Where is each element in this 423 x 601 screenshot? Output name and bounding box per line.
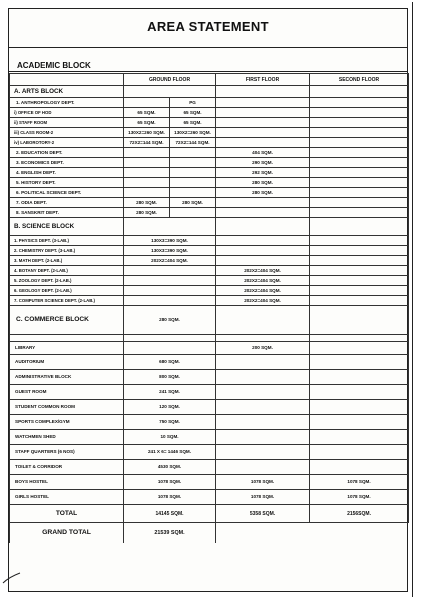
second-floor-value xyxy=(310,208,409,218)
title-divider xyxy=(9,47,407,48)
table-cell xyxy=(216,306,310,335)
section-divider xyxy=(9,71,407,72)
ground-floor-value: 130X3=390 SQM. xyxy=(124,236,216,246)
page-right-edge xyxy=(412,2,413,597)
row-label: BOYS HOSTEL xyxy=(10,475,124,490)
total-row xyxy=(10,505,409,523)
total-first-floor: 5358 SQM. xyxy=(216,505,310,523)
ug-value: 65 SQM. xyxy=(124,108,170,118)
table-row xyxy=(10,208,409,218)
pen-mark-icon xyxy=(2,571,22,585)
ground-floor-value: 1078 SQM. xyxy=(124,490,216,505)
second-floor-value xyxy=(310,276,409,286)
table-row xyxy=(10,148,409,158)
ground-floor-value xyxy=(124,148,170,158)
second-floor-value xyxy=(310,246,409,256)
ground-floor-value-2 xyxy=(170,168,216,178)
table-cell xyxy=(216,138,310,148)
table-row xyxy=(10,400,409,415)
ground-floor-value: 750 SQM. xyxy=(124,415,216,430)
table-row xyxy=(10,385,409,400)
ground-floor-value-2 xyxy=(170,208,216,218)
second-floor-value xyxy=(310,296,409,306)
second-floor-value xyxy=(310,385,409,400)
row-label: iv) LABOROTORY-2 xyxy=(10,138,124,148)
table-cell xyxy=(216,218,310,236)
row-label: GIRLS HOSTEL xyxy=(10,490,124,505)
table-cell xyxy=(310,218,409,236)
second-floor-value xyxy=(310,188,409,198)
row-label: 6. POLITICAL SCIENCE DEPT. xyxy=(10,188,124,198)
table-row xyxy=(10,218,409,236)
table-row xyxy=(10,128,409,138)
ground-floor-value: 4530 SQM. xyxy=(124,460,216,475)
first-floor-value: 202X2=404 SQM. xyxy=(216,296,310,306)
second-floor-value xyxy=(310,286,409,296)
second-floor-value: 1078 SQM. xyxy=(310,490,409,505)
first-floor-value xyxy=(216,385,310,400)
row-label: 7. ODIA DEPT. xyxy=(10,198,124,208)
total-ground-floor: 14145 SQM. xyxy=(124,505,216,523)
section-heading: ACADEMIC BLOCK xyxy=(17,61,91,70)
table-cell xyxy=(310,138,409,148)
table-row xyxy=(10,286,409,296)
table-row xyxy=(10,178,409,188)
area-statement-sheet xyxy=(8,8,408,592)
table-row xyxy=(10,475,409,490)
table-cell xyxy=(310,523,409,544)
table-row xyxy=(10,445,409,460)
table-row xyxy=(10,108,409,118)
grand-total-value: 21539 SQM. xyxy=(124,523,216,544)
grand-total-label: GRAND TOTAL xyxy=(10,523,124,544)
first-floor-value: 1078 SQM. xyxy=(216,475,310,490)
ground-floor-value: 800 SQM. xyxy=(124,370,216,385)
table-cell xyxy=(124,218,216,236)
header-ground-floor: GROUND FLOOR xyxy=(124,74,216,86)
ground-floor-value: 10 SQM. xyxy=(124,430,216,445)
table-row xyxy=(10,370,409,385)
second-floor-value xyxy=(310,256,409,266)
ground-floor-value: 1078 SQM. xyxy=(124,475,216,490)
row-label: 2. EDUCATION DEPT. xyxy=(10,148,124,158)
table-cell xyxy=(216,523,310,544)
first-floor-value xyxy=(216,246,310,256)
ground-floor-value-2 xyxy=(170,148,216,158)
row-label: 5. ZOOLOGY DEPT. (2-LAB.) xyxy=(10,276,124,286)
ug-value: 65 SQM. xyxy=(124,118,170,128)
row-label: 5. HISTORY DEPT. xyxy=(10,178,124,188)
ground-floor-value xyxy=(124,296,216,306)
table-row xyxy=(10,430,409,445)
row-label: 3. ECONOMICS DEPT. xyxy=(10,158,124,168)
table-row xyxy=(10,460,409,475)
ground-floor-value: 241 SQM. xyxy=(124,385,216,400)
grand-total-row xyxy=(10,523,409,544)
row-label: 6. GEOLOGY DEPT. (2-LAB.) xyxy=(10,286,124,296)
ug-value: 130X2=260 SQM. xyxy=(124,128,170,138)
commerce-block-heading: C. COMMERCE BLOCK xyxy=(10,306,124,335)
first-floor-value: 202X2=404 SQM. xyxy=(216,266,310,276)
table-header-row xyxy=(10,74,409,86)
second-floor-value xyxy=(310,355,409,370)
second-floor-value xyxy=(310,158,409,168)
row-label: SPORTS COMPLEX/GYM xyxy=(10,415,124,430)
ground-floor-value xyxy=(124,266,216,276)
table-row xyxy=(10,415,409,430)
first-floor-value xyxy=(216,208,310,218)
row-label: iii) CLASS ROOM-2 xyxy=(10,128,124,138)
ground-floor-value: 680 SQM. xyxy=(124,355,216,370)
first-floor-value xyxy=(216,430,310,445)
ground-floor-value-2 xyxy=(170,178,216,188)
table-cell xyxy=(124,86,216,98)
ground-floor-value: 202X2=404 SQM. xyxy=(124,256,216,266)
second-floor-value xyxy=(310,148,409,158)
row-label: 1. ANTHROPOLOGY DEPT. xyxy=(10,98,124,108)
row-label: 1. PHYSICS DEPT. (3-LAB.) xyxy=(10,236,124,246)
row-label: TOILET & CORRIDOR xyxy=(10,460,124,475)
second-floor-value xyxy=(310,178,409,188)
ground-floor-value xyxy=(124,158,170,168)
ground-floor-value: 241 X 6= 1446 SQM. xyxy=(124,445,216,460)
table-row xyxy=(10,266,409,276)
first-floor-value xyxy=(216,236,310,246)
ground-floor-value-2: 280 SQM. xyxy=(170,198,216,208)
row-label: i) OFFICE OF HOD xyxy=(10,108,124,118)
total-second-floor: 2156SQM. xyxy=(310,505,409,523)
table-cell xyxy=(10,335,124,342)
row-label: 8. SANSKRIT DEPT. xyxy=(10,208,124,218)
first-floor-value: 200 SQM. xyxy=(216,342,310,355)
second-floor-value xyxy=(310,198,409,208)
total-label: TOTAL xyxy=(10,505,124,523)
second-floor-value xyxy=(310,460,409,475)
first-floor-value: 202X2=404 SQM. xyxy=(216,276,310,286)
area-table xyxy=(9,73,409,543)
second-floor-value xyxy=(310,266,409,276)
pg-value: 72X2=144 SQM. xyxy=(170,138,216,148)
table-cell xyxy=(310,108,409,118)
table-cell xyxy=(310,335,409,342)
table-cell xyxy=(216,86,310,98)
arts-block-heading: A. ARTS BLOCK xyxy=(10,86,124,98)
first-floor-value xyxy=(216,400,310,415)
table-row xyxy=(10,86,409,98)
pg-value: 65 SQM. xyxy=(170,108,216,118)
ground-floor-value: 280 SQM. xyxy=(124,208,170,218)
first-floor-value: 290 SQM. xyxy=(216,158,310,168)
table-row xyxy=(10,188,409,198)
table-cell xyxy=(310,98,409,108)
pg-label: PG xyxy=(170,98,216,108)
first-floor-value: 280 SQM. xyxy=(216,178,310,188)
row-label: ii) STAFF ROOM xyxy=(10,118,124,128)
ug-value: 72X2=144 SQM. xyxy=(124,138,170,148)
ground-floor-value-2 xyxy=(170,158,216,168)
table-cell xyxy=(124,98,170,108)
table-row xyxy=(10,236,409,246)
first-floor-value xyxy=(216,198,310,208)
row-label: STUDENT COMMON ROOM xyxy=(10,400,124,415)
row-label: 4. BOTANY DEPT. (2-LAB.) xyxy=(10,266,124,276)
row-label: 2. CHEMISTRY DEPT. (3-LAB.) xyxy=(10,246,124,256)
table-row xyxy=(10,118,409,128)
first-floor-value: 1078 SQM. xyxy=(216,490,310,505)
science-block-heading: B. SCIENCE BLOCK xyxy=(10,218,124,236)
page-title: AREA STATEMENT xyxy=(147,19,269,34)
second-floor-value xyxy=(310,445,409,460)
second-floor-value xyxy=(310,430,409,445)
first-floor-value xyxy=(216,460,310,475)
header-first-floor: FIRST FLOOR xyxy=(216,74,310,86)
second-floor-value xyxy=(310,400,409,415)
table-cell xyxy=(310,306,409,335)
ground-floor-value xyxy=(124,188,170,198)
table-cell xyxy=(216,118,310,128)
second-floor-value xyxy=(310,168,409,178)
second-floor-value xyxy=(310,370,409,385)
second-floor-value xyxy=(310,342,409,355)
first-floor-value: 202X2=404 SQM. xyxy=(216,286,310,296)
table-row xyxy=(10,246,409,256)
table-cell xyxy=(310,128,409,138)
table-row xyxy=(10,198,409,208)
ground-floor-value: 280 SQM. xyxy=(124,306,216,335)
pg-value: 65 SQM. xyxy=(170,118,216,128)
ground-floor-value xyxy=(124,178,170,188)
second-floor-value xyxy=(310,415,409,430)
table-row xyxy=(10,256,409,266)
row-label: 3. MATH DEPT. (2-LAB.) xyxy=(10,256,124,266)
table-cell xyxy=(310,118,409,128)
row-label: STAFF QUARTERS (6 NOS) xyxy=(10,445,124,460)
first-floor-value xyxy=(216,370,310,385)
ground-floor-value xyxy=(124,168,170,178)
first-floor-value xyxy=(216,445,310,460)
row-label: 4. ENGLISH DEPT. xyxy=(10,168,124,178)
pg-value: 130X2=260 SQM. xyxy=(170,128,216,138)
first-floor-value xyxy=(216,256,310,266)
ground-floor-value xyxy=(124,342,216,355)
first-floor-value xyxy=(216,355,310,370)
table-row xyxy=(10,138,409,148)
table-row xyxy=(10,276,409,286)
ground-floor-value xyxy=(124,276,216,286)
table-row xyxy=(10,335,409,342)
first-floor-value: 404 SQM. xyxy=(216,148,310,158)
second-floor-value: 1078 SQM. xyxy=(310,475,409,490)
table-row xyxy=(10,98,409,108)
table-row xyxy=(10,168,409,178)
second-floor-value xyxy=(310,236,409,246)
row-label: 7. COMPUTER SCIENCE DEPT. (2-LAB.) xyxy=(10,296,124,306)
table-row xyxy=(10,342,409,355)
ground-floor-value: 120 SQM. xyxy=(124,400,216,415)
ground-floor-value: 280 SQM. xyxy=(124,198,170,208)
first-floor-value: 292 SQM. xyxy=(216,168,310,178)
ground-floor-value-2 xyxy=(170,188,216,198)
table-row xyxy=(10,490,409,505)
header-blank xyxy=(10,74,124,86)
first-floor-value: 280 SQM. xyxy=(216,188,310,198)
table-cell xyxy=(310,86,409,98)
row-label: AUDITORIUM xyxy=(10,355,124,370)
table-row xyxy=(10,296,409,306)
header-second-floor: SECOND FLOOR xyxy=(310,74,409,86)
ground-floor-value xyxy=(124,286,216,296)
ground-floor-value: 130X3=390 SQM. xyxy=(124,246,216,256)
first-floor-value xyxy=(216,415,310,430)
table-cell xyxy=(216,335,310,342)
table-cell xyxy=(124,335,216,342)
row-label: WATCHMEN SHED xyxy=(10,430,124,445)
row-label: GUEST ROOM xyxy=(10,385,124,400)
table-cell xyxy=(216,98,310,108)
table-row xyxy=(10,158,409,168)
table-cell xyxy=(216,128,310,138)
row-label: LIBRARY xyxy=(10,342,124,355)
table-row xyxy=(10,306,409,335)
row-label: ADMINISTRATIVE BLOCK xyxy=(10,370,124,385)
table-cell xyxy=(216,108,310,118)
table-row xyxy=(10,355,409,370)
